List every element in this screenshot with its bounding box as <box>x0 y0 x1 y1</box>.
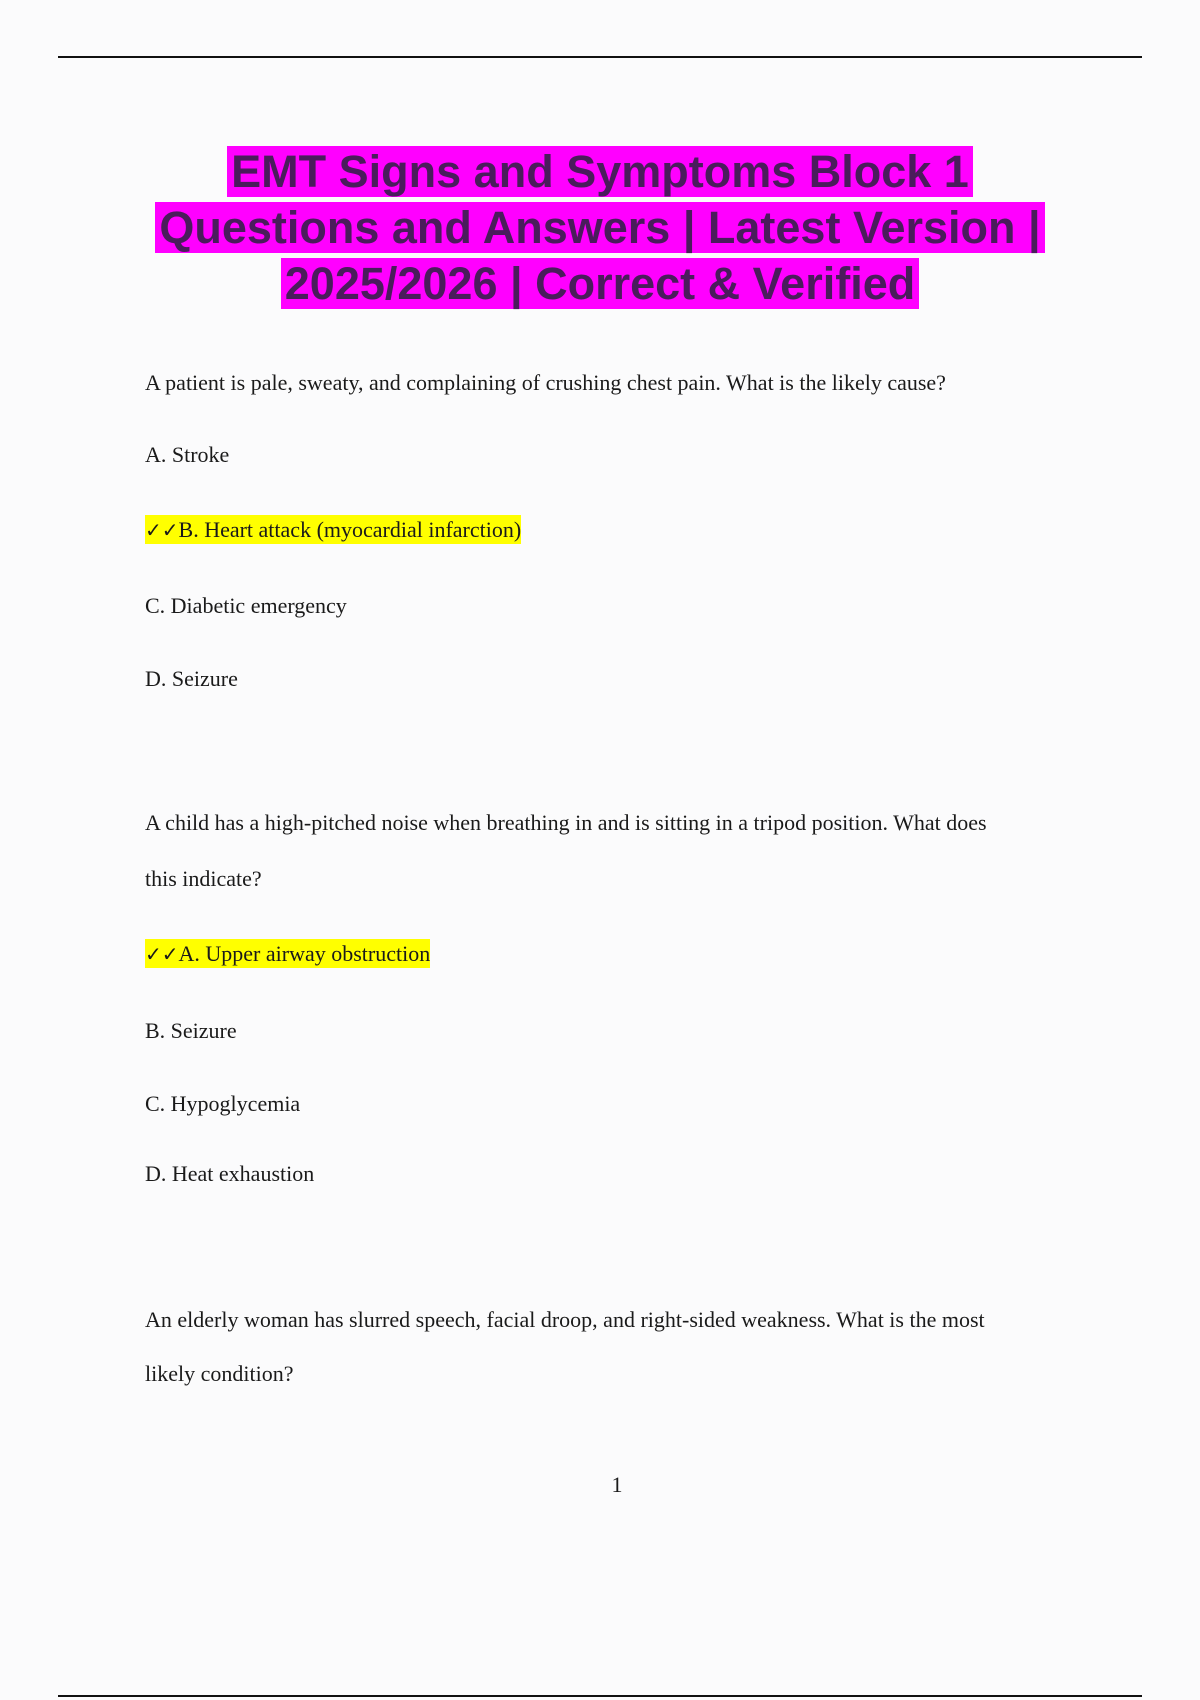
correct-answer-highlight <box>145 939 430 968</box>
question-2-text-line-1: A child has a high-pitched noise when breathing in and is sitting in a tripod position. What does <box>145 810 987 835</box>
question-2-option-b: B. Seizure <box>145 1018 237 1043</box>
check-mark-icon: ✓✓ <box>145 518 179 542</box>
question-2-option-d: D. Heat exhaustion <box>145 1161 315 1186</box>
question-1-option-d: D. Seizure <box>145 666 238 691</box>
header-rule <box>58 56 1142 58</box>
question-1-option-c: C. Diabetic emergency <box>145 593 347 618</box>
question-1-text: A patient is pale, sweaty, and complaining of crushing chest pain. What is the likely cause? <box>145 370 946 395</box>
page-number: 1 <box>611 1472 623 1497</box>
question-3-text-line-2: likely condition? <box>145 1361 294 1386</box>
option-label: B. Heart attack (myocardial infarction) <box>178 517 522 542</box>
question-3-text-line-1: An elderly woman has slurred speech, facial droop, and right-sided weakness. What is the most <box>145 1307 985 1332</box>
option-label: A. Upper airway obstruction <box>178 941 431 966</box>
footer-rule <box>58 1695 1142 1697</box>
question-1-option-a: A. Stroke <box>145 442 230 467</box>
question-2-option-c: C. Hypoglycemia <box>145 1091 301 1116</box>
check-mark-icon: ✓✓ <box>145 942 179 966</box>
question-1-option-b-correct <box>145 502 521 558</box>
correct-answer-highlight <box>145 515 521 544</box>
document-title: EMT Signs and Symptoms Block 1 Questions and Answers | Latest Version | 2025/2026 | Correct & Verified <box>120 144 1080 312</box>
question-2-option-a-correct <box>145 926 430 982</box>
question-2-text-line-2: this indicate? <box>145 866 262 891</box>
